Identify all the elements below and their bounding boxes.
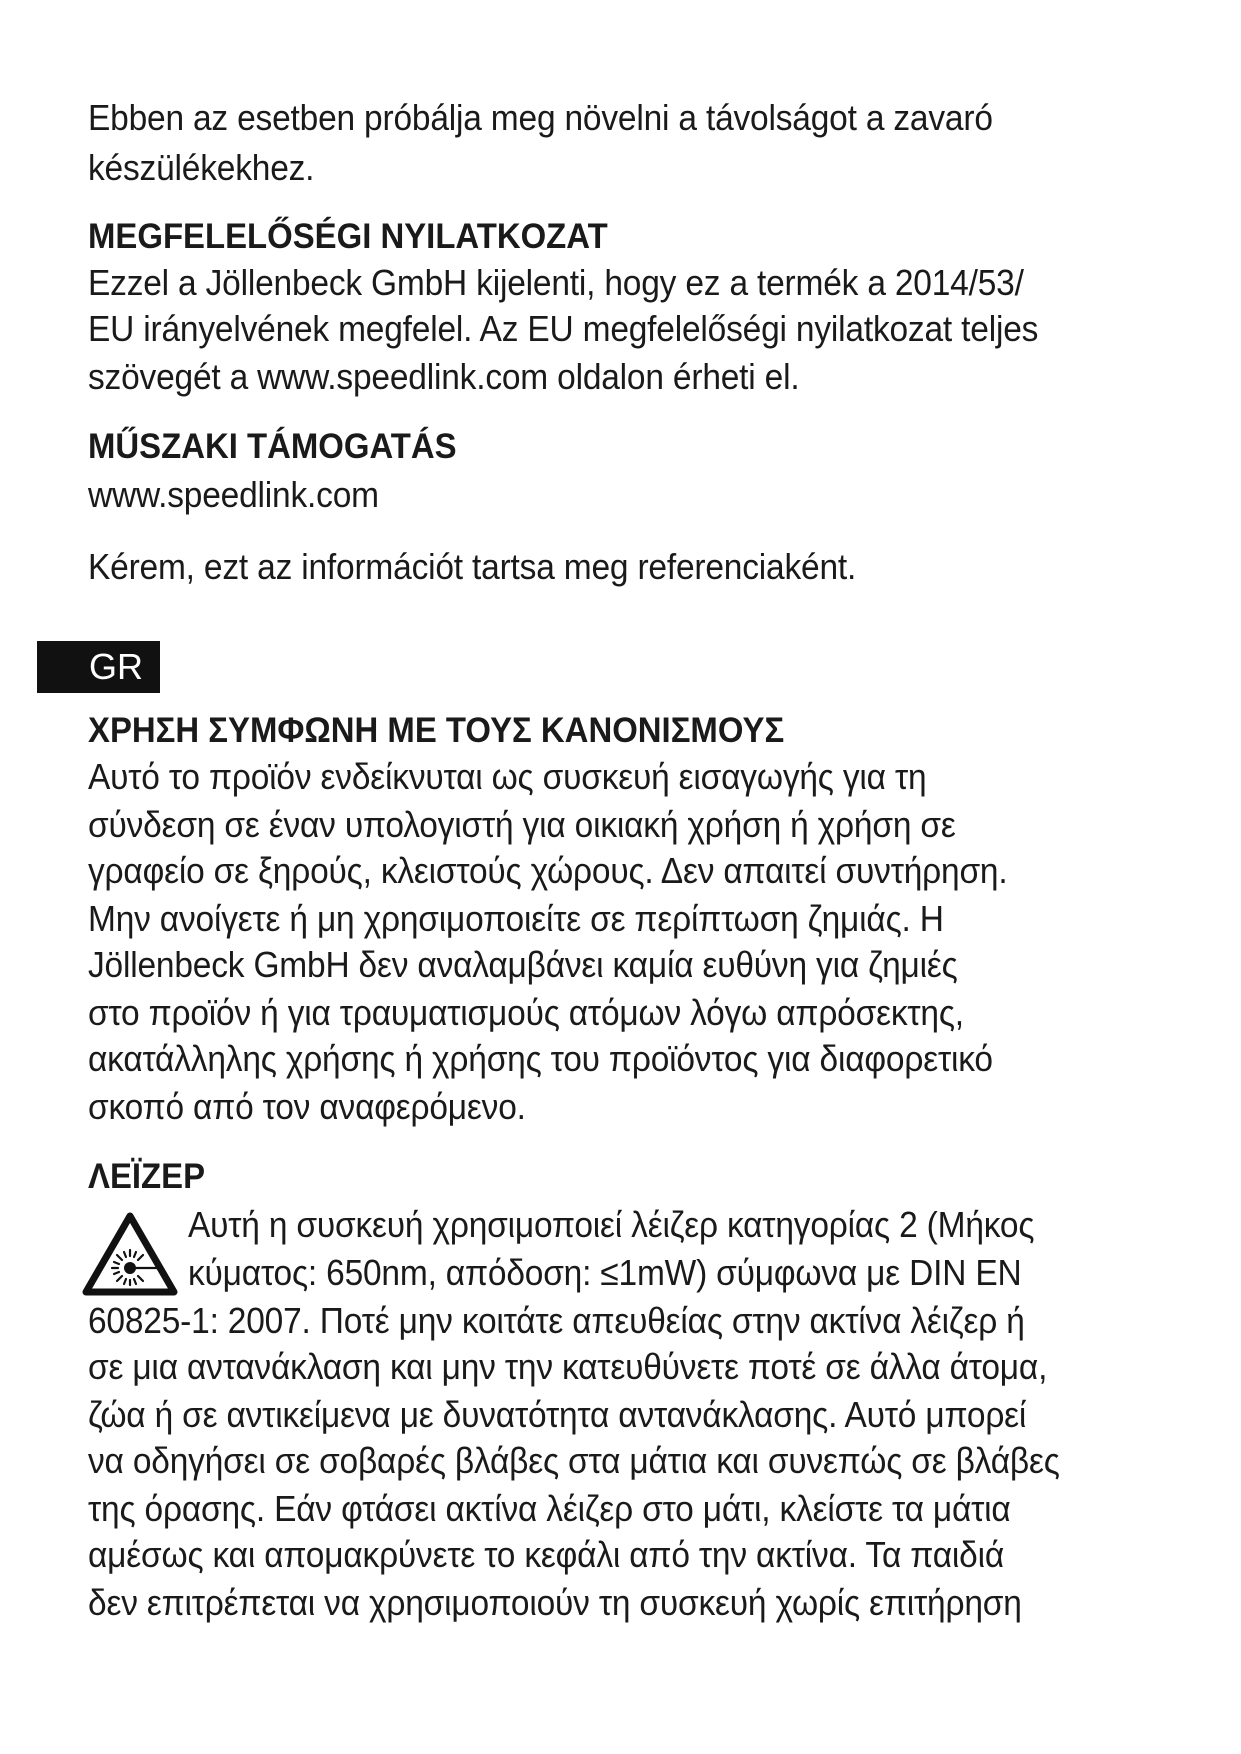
laser-heading: ΛΕΪΖΕΡ (88, 1157, 206, 1196)
intended-use-line-8: σκοπό από τον αναφερόμενο. (88, 1086, 526, 1127)
laser-line-5: της όρασης. Εάν φτάσει ακτίνα λέιζερ στο μάτι, κλείστε τα μάτια (88, 1488, 1011, 1529)
conformity-line-1: Ezzel a Jöllenbeck GmbH kijelenti, hogy ez a termék a 2014/53/ (88, 262, 1024, 303)
laser-line-6: αμέσως και απομακρύνετε το κεφάλι από την ακτίνα. Τα παιδιά (88, 1534, 1005, 1575)
intended-use-line-1: Αυτό το προϊόν ενδείκνυται ως συσκευή εισαγωγής για τη (88, 756, 927, 797)
laser-line-7: δεν επιτρέπεται να χρησιμοποιούν τη συσκευή χωρίς επιτήρηση (88, 1582, 1022, 1623)
intended-use-line-3: γραφείο σε ξηρούς, κλειστούς χώρους. Δεν απαιτεί συντήρηση. (88, 850, 1008, 891)
reference-note: Kérem, ezt az információt tartsa meg referenciaként. (88, 546, 857, 587)
intended-use-line-6: στο προϊόν ή για τραυματισμούς ατόμων λόγω απρόσεκτης, (88, 992, 964, 1033)
intro-line-1: Ebben az esetben próbálja meg növelni a távolságot a zavaró (88, 97, 993, 138)
intended-use-line-7: ακατάλληλης χρήσης ή χρήσης του προϊόντος για διαφορετικό (88, 1038, 993, 1079)
conformity-line-2: EU irányelvének megfelel. Az EU megfelelőségi nyilatkozat teljes (88, 308, 1039, 349)
intended-use-heading: ΧΡΗΣΗ ΣΥΜΦΩΝΗ ΜΕ ΤΟΥΣ ΚΑΝΟΝΙΣΜΟΥΣ (88, 711, 785, 750)
laser-line-4: να οδηγήσει σε σοβαρές βλάβες στα μάτια και συνεπώς σε βλάβες (88, 1440, 1060, 1481)
laser-line-3: ζώα ή σε αντικείμενα με δυνατότητα αντανάκλασης. Αυτό μπορεί (88, 1394, 1027, 1435)
intended-use-line-5: Jöllenbeck GmbH δεν αναλαμβάνει καμία ευθύνη για ζημιές (88, 944, 958, 985)
language-badge (37, 641, 160, 693)
intended-use-line-2: σύνδεση σε έναν υπολογιστή για οικιακή χρήση ή χρήση σε (88, 804, 956, 845)
intended-use-line-4: Μην ανοίγετε ή μη χρησιμοποιείτε σε περίπτωση ζημιάς. Η (88, 898, 944, 939)
support-heading: MŰSZAKI TÁMOGATÁS (88, 427, 457, 466)
laser-indented-line-2: κύματος: 650nm, απόδοση: ≤1mW) σύμφωνα με DIN EN (188, 1252, 1022, 1293)
conformity-heading: MEGFELELŐSÉGI NYILATKOZAT (88, 217, 608, 256)
language-badge-label: GR (89, 646, 143, 687)
laser-warning-icon (82, 1212, 178, 1296)
laser-line-1: 60825-1: 2007. Ποτέ μην κοιτάτε απευθείας στην ακτίνα λέιζερ ή (88, 1300, 1025, 1341)
laser-line-2: σε μια αντανάκλαση και μην την κατευθύνετε ποτέ σε άλλα άτομα, (88, 1346, 1048, 1387)
conformity-line-3: szövegét a www.speedlink.com oldalon érheti el. (88, 356, 800, 397)
laser-indented-line-1: Αυτή η συσκευή χρησιμοποιεί λέιζερ κατηγορίας 2 (Μήκος (188, 1204, 1035, 1245)
intro-line-2: készülékekhez. (88, 147, 315, 188)
support-url: www.speedlink.com (88, 474, 379, 515)
